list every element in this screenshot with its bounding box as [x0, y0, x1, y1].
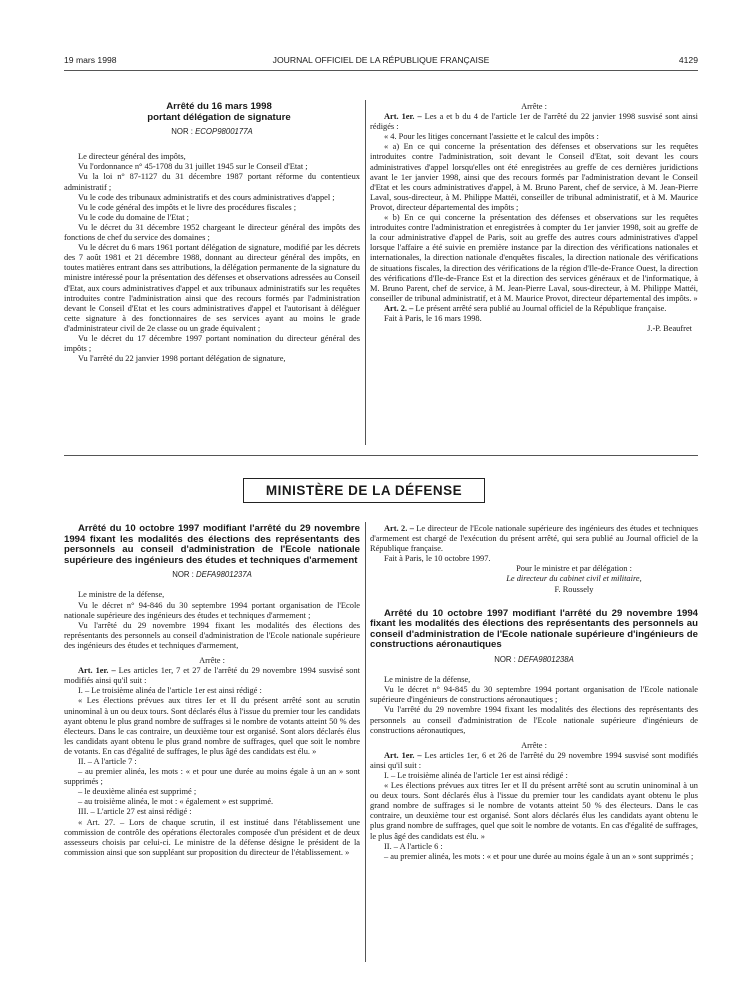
signature: F. Roussely — [554, 584, 594, 594]
nor-label: NOR : — [172, 570, 194, 580]
arrete-label: Arrête : — [199, 656, 225, 666]
fait-a-paris: Fait à Paris, le 16 mars 1998. — [384, 313, 482, 323]
article-heading: Art. 1er. – — [384, 750, 422, 760]
paragraph: « Les élections prévues aux titres Ier et II du présent arrêté sont au scrutin uninominal à un ou deux tours. Sont déclarés élus à l'issue du premier tour les candidats ayant obtenu le plus grand nombre de suffrages si le nombre de votants atteint 50 % des électeurs. Dans le cas contraire, un deuxième tour est organisé. Sont alors déclarés élus les candidats ayant obtenu le plus grand nombre de suffrages, quel que soit le nombre de votants. En cas d'égalité de suffrages, le plus âgé des candidats est élu. » — [370, 781, 698, 841]
nor-code: DEFA9801238A — [518, 655, 574, 665]
ministry-heading: MINISTÈRE DE LA DÉFENSE — [265, 483, 463, 498]
paragraph: I. – Le troisième alinéa de l'article 1er est ainsi rédigé : — [384, 770, 568, 780]
article-heading: Art. 1er. – — [78, 666, 116, 676]
paragraph: « Art. 27. – Lors de chaque scrutin, il est institué dans l'établissement une commission de contrôle des opérations électorales composée d'un président et de deux assesseurs choisis par celui-ci. Le ministre de la défense désigne le président de la commission ainsi que son suppléant sur proposition du directeur de l'établissement. » — [64, 817, 360, 857]
arrete-label: Arrête : — [521, 740, 547, 750]
article-1 — [370, 751, 698, 771]
header-rule — [64, 70, 698, 71]
arrete2-nor — [64, 570, 360, 580]
paragraph: Vu le décret n° 94-846 du 30 septembre 1994 portant organisation de l'Ecole nationale supérieure des ingénieurs des études et techniques d'armement ; — [64, 600, 360, 620]
paragraph: Vu le code des tribunaux administratifs et des cours administratives d'appel ; — [78, 192, 335, 202]
nor-label: NOR : — [171, 127, 193, 137]
arrete2-title: Arrêté du 10 octobre 1997 modifiant l'arrêté du 29 novembre 1994 fixant les modalités des élections des représentants des personnels au conseil d'administration de l'Ecole nationale supérieure des ingénieurs des études et techniques d'armement — [64, 523, 360, 566]
article-text: Le présent arrêté sera publié au Journal officiel de la République française. — [415, 303, 667, 313]
paragraph: Vu l'ordonnance n° 45-1708 du 31 juillet 1945 sur le Conseil d'Etat ; — [78, 162, 308, 172]
article-2 — [370, 304, 698, 314]
header-page-number: 4129 — [678, 55, 698, 65]
paragraph: Vu l'arrêté du 22 janvier 1998 portant délégation de signature, — [78, 354, 286, 364]
arrete1-right-column — [370, 102, 698, 334]
list-item: – au troisième alinéa, le mot : « également » est supprimé. — [78, 797, 274, 807]
paragraph: Le ministre de la défense, — [78, 590, 165, 600]
paragraph: I. – Le troisième alinéa de l'article 1er est ainsi rédigé : — [78, 686, 262, 696]
section-rule — [64, 455, 698, 456]
list-item: – le deuxième alinéa est supprimé ; — [78, 787, 197, 797]
arrete2-right-column — [370, 524, 698, 862]
signature: J.-P. Beaufret — [647, 324, 692, 334]
article-text: Le directeur de l'Ecole nationale supérieure des ingénieurs des études et techniques d'armement est chargé de l'exécution du présent arrêté, qui sera publié au Journal officiel de la République française. — [370, 524, 699, 554]
paragraph: « b) En ce qui concerne la présentation des défenses et observations sur les requêtes introduites contre l'administration et enregistrées à compter du 1er janvier 1998, soit au greffe de la cour administrative d'appel de Paris, soit au greffe des autres cours administratives d'appel lorsque l'affaire a été suivie en première instance par la direction des vérifications nationales et internationales, la direction nationale d'enquêtes fiscales, la direction nationale des vérifications de situations fiscales, la direction des vérifications de la région d'Ile-de-France Ouest, la direction des vérifications d'Ile-de-France Est et la direction des services généraux et de l'informatique, à M. Bruno Parent, chef de service, à M. Jean-Pierre Laval, sous-directeur, à M. Philippe Mattéi, conseiller de tribunal administratif, et à M. Maurice Provot, directeur départemental des impôts. » — [370, 213, 698, 303]
paragraph: Vu le code du domaine de l'Etat ; — [78, 212, 190, 222]
paragraph: Vu l'arrêté du 29 novembre 1994 fixant les modalités des élections des représentants des personnels au conseil d'administration de l'Ecole nationale supérieure d'ingénieurs de constructions aéronautiques, — [370, 705, 698, 735]
article-heading: Art. 1er. – — [384, 112, 422, 122]
column-divider-bottom — [365, 522, 366, 962]
paragraph: II. – A l'article 7 : — [78, 756, 137, 766]
arrete1-title-line2: portant délégation de signature — [147, 111, 291, 123]
paragraph: Le ministre de la défense, — [384, 675, 471, 685]
paragraph: Vu l'arrêté du 29 novembre 1994 fixant les modalités des élections des représentants des personnels au conseil d'administration de l'Ecole nationale supérieure des ingénieurs des études et techniques d'armement, — [64, 620, 360, 650]
article-2 — [370, 524, 698, 554]
paragraph: Le directeur général des impôts, — [78, 152, 186, 162]
delegation-line: Pour le ministre et par délégation : — [516, 564, 632, 574]
ministry-heading-box — [243, 478, 485, 503]
arrete3-nor — [370, 655, 698, 665]
header-date: 19 mars 1998 — [64, 55, 117, 65]
paragraph: « Les élections prévues aux titres Ier et II du présent arrêté sont au scrutin uninominal à un ou deux tours. Sont déclarés élus à l'issue du premier tour les candidats ayant obtenu le plus grand nombre de suffrages si le nombre de votants atteint 50 % des électeurs. Dans le cas contraire, un deuxième tour est organisé. Sont alors déclarés élus les candidats ayant obtenu le plus grand nombre de suffrages, quel que soit le nombre de votants. En cas d'égalité de suffrages, le plus âgé des candidats est élu. » — [64, 696, 360, 756]
article-heading: Art. 2. – — [384, 524, 414, 533]
nor-code: ECOP9800177A — [195, 127, 253, 137]
article-1 — [64, 666, 360, 686]
article-text: Les articles 1er, 7 et 27 de l'arrêté du 29 novembre 1994 susvisé sont modifiés ainsi qu'il suit : — [64, 666, 361, 686]
paragraph: Vu la loi n° 87-1127 du 31 décembre 1987 portant réforme du contentieux administratif ; — [64, 172, 360, 192]
article-1 — [370, 112, 698, 132]
running-header — [64, 55, 698, 69]
arrete1-title-line1: Arrêté du 16 mars 1998 — [166, 101, 272, 112]
article-text: Les articles 1er, 6 et 26 de l'arrêté du 29 novembre 1994 susvisé sont modifiés ainsi qu'il suit : — [370, 750, 698, 770]
arrete-label: Arrête : — [521, 102, 547, 111]
arrete3-title: Arrêté du 10 octobre 1997 modifiant l'arrêté du 29 novembre 1994 fixant les modalités des élections des représentants des personnels au conseil d'administration de l'Ecole nationale supérieure d'ingénieurs de constructions aéronautiques — [370, 607, 698, 651]
paragraph: Vu le décret du 6 mars 1961 portant délégation de signature, modifié par les décrets des 7 août 1981 et 21 décembre 1988, donnant au directeur général des impôts, en toutes matières entrant dans ses attributions, la délégation permanente de la signature du ministre intéressé pour la présentation des défenses et observations adressées au Conseil d'Etat, aux cours administratives d'appel et aux tribunaux administratifs sur les requêtes introduites contre l'administration ainsi que des recours formés par l'administration devant le Conseil d'Etat et les cours administratives d'appel et l'autorisant à déléguer cette signature à des fonctionnaires de ses services ayant au moins le grade d'administrateur civil de 2e classe ou un grade équivalent ; — [64, 243, 360, 333]
arrete1-left-column — [64, 102, 360, 364]
paragraph: II. – A l'article 6 : — [384, 841, 443, 851]
paragraph: « 4. Pour les litiges concernant l'assiette et le calcul des impôts : — [384, 132, 599, 142]
paragraph: Vu le décret du 31 décembre 1952 chargeant le directeur général des impôts des fonctions de chef du service des domaines ; — [64, 222, 360, 243]
signatory-title: Le directeur du cabinet civil et militaire, — [506, 574, 642, 584]
column-divider-top — [365, 100, 366, 445]
list-item: – au premier alinéa, les mots : « et pour une durée au moins égale à un an » sont supprimés ; — [384, 851, 694, 861]
nor-code: DEFA9801237A — [196, 570, 252, 580]
nor-label: NOR : — [494, 655, 516, 665]
fait-a-paris: Fait à Paris, le 10 octobre 1997. — [384, 554, 491, 564]
article-heading: Art. 2. – — [384, 303, 414, 313]
article-text: Les a et b du 4 de l'article 1er de l'arrêté du 22 janvier 1998 susvisé sont ainsi rédigés : — [370, 112, 699, 132]
paragraph: Vu le décret du 17 décembre 1997 portant nomination du directeur général des impôts ; — [64, 333, 360, 354]
arrete2-left-column — [64, 524, 360, 858]
arrete1-nor — [64, 127, 360, 137]
header-journal-title: JOURNAL OFFICIEL DE LA RÉPUBLIQUE FRANÇAISE — [272, 55, 490, 65]
list-item: – au premier alinéa, les mots : « et pour une durée au moins égale à un an » sont supprimés ; — [64, 767, 360, 787]
paragraph: III. – L'article 27 est ainsi rédigé : — [78, 807, 192, 817]
paragraph: « a) En ce qui concerne la présentation des défenses et observations sur les requêtes introduites contre l'administration, soit devant le Conseil d'Etat, soit devant les cours administratives d'appel lorsqu'elles ont été enregistrées au greffe de ces dernières juridictions avant le 1er janvier 1998, ainsi que des recours formés par l'administration devant le Conseil d'Etat et les cours administratives d'appel, à M. Bruno Parent, chef de service, à M. Jean-Pierre Laval, sous-directeur, à M. Philippe Mattéi, conseiller de tribunal administratif, et à M. Maurice Provot, directeur départemental des impôts ; — [370, 142, 698, 212]
paragraph: Vu le code général des impôts et le livre des procédures fiscales ; — [78, 202, 297, 212]
paragraph: Vu le décret n° 94-845 du 30 septembre 1994 portant organisation de l'Ecole nationale supérieure d'ingénieurs de constructions aéronautiques ; — [370, 685, 698, 705]
